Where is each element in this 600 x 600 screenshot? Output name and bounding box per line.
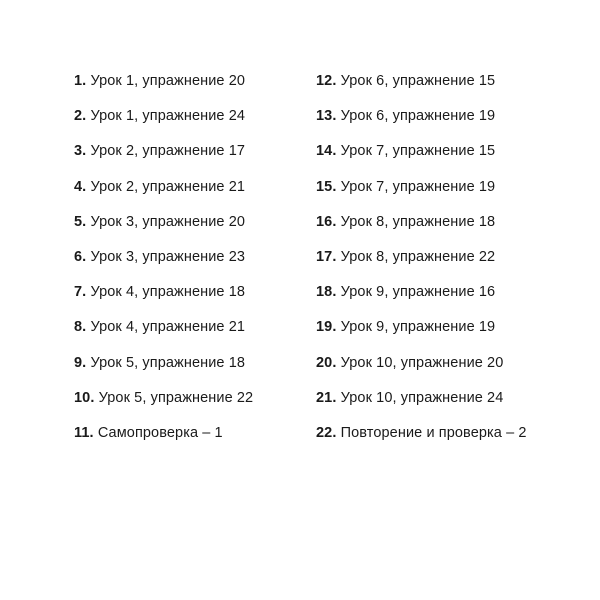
item-number: 20.	[316, 354, 337, 371]
item-number: 3.	[74, 143, 87, 160]
item-text: Урок 6, упражнение 19	[340, 108, 496, 125]
item-number: 4.	[74, 178, 87, 195]
item-text: Урок 7, упражнение 19	[340, 178, 496, 195]
item-text: Урок 8, упражнение 18	[340, 213, 496, 230]
list-item	[74, 318, 253, 353]
list-item	[316, 72, 527, 107]
item-text: Урок 2, упражнение 21	[90, 178, 246, 195]
item-text: Урок 3, упражнение 20	[90, 213, 246, 230]
list-item	[316, 318, 527, 353]
item-number: 2.	[74, 108, 87, 125]
item-number: 15.	[316, 178, 337, 195]
item-text: Самопроверка – 1	[97, 424, 223, 441]
list-item	[316, 107, 527, 142]
list-item	[74, 142, 253, 177]
list-item	[316, 178, 527, 213]
item-number: 1.	[74, 73, 87, 89]
item-number: 16.	[316, 213, 337, 230]
item-text: Урок 5, упражнение 22	[98, 389, 254, 406]
list-item	[316, 213, 527, 248]
item-number: 18.	[316, 284, 337, 301]
item-number: 5.	[74, 213, 87, 230]
item-number: 7.	[74, 284, 87, 301]
list-item	[74, 107, 253, 142]
item-text: Урок 4, упражнение 18	[90, 284, 246, 301]
item-text: Урок 10, упражнение 24	[340, 389, 504, 406]
item-text: Урок 1, упражнение 24	[90, 108, 246, 125]
list-item	[316, 389, 527, 424]
right-column-list	[316, 72, 527, 459]
list-item	[316, 354, 527, 389]
list-item	[74, 389, 253, 424]
list-item	[74, 248, 253, 283]
left-column-list	[74, 72, 253, 459]
item-text: Урок 2, упражнение 17	[90, 143, 246, 160]
list-item	[316, 424, 527, 459]
item-number: 22.	[316, 424, 337, 441]
list-item	[74, 178, 253, 213]
item-number: 8.	[74, 319, 87, 336]
item-text: Повторение и проверка – 2	[340, 424, 527, 441]
item-number: 17.	[316, 248, 337, 265]
item-text: Урок 8, упражнение 22	[340, 248, 496, 265]
item-number: 11.	[74, 424, 94, 441]
item-text: Урок 5, упражнение 18	[90, 354, 246, 371]
item-text: Урок 10, упражнение 20	[340, 354, 504, 371]
item-number: 14.	[316, 143, 337, 160]
item-text: Урок 4, упражнение 21	[90, 319, 246, 336]
item-text: Урок 9, упражнение 19	[340, 319, 496, 336]
item-number: 10.	[74, 389, 95, 406]
item-text: Урок 3, упражнение 23	[90, 248, 246, 265]
item-text: Урок 6, упражнение 15	[340, 73, 496, 89]
item-number: 13.	[316, 108, 337, 125]
list-item	[316, 142, 527, 177]
item-text: Урок 9, упражнение 16	[340, 284, 496, 301]
item-number: 12.	[316, 73, 337, 89]
item-number: 6.	[74, 248, 87, 265]
item-text: Урок 7, упражнение 15	[340, 143, 496, 160]
list-item	[74, 213, 253, 248]
list-item	[74, 72, 253, 107]
list-item	[74, 424, 253, 459]
item-number: 21.	[316, 389, 337, 406]
list-item	[316, 283, 527, 318]
list-item	[74, 283, 253, 318]
list-item	[74, 354, 253, 389]
list-item	[316, 248, 527, 283]
item-number: 19.	[316, 319, 337, 336]
item-text: Урок 1, упражнение 20	[90, 73, 246, 89]
item-number: 9.	[74, 354, 87, 371]
